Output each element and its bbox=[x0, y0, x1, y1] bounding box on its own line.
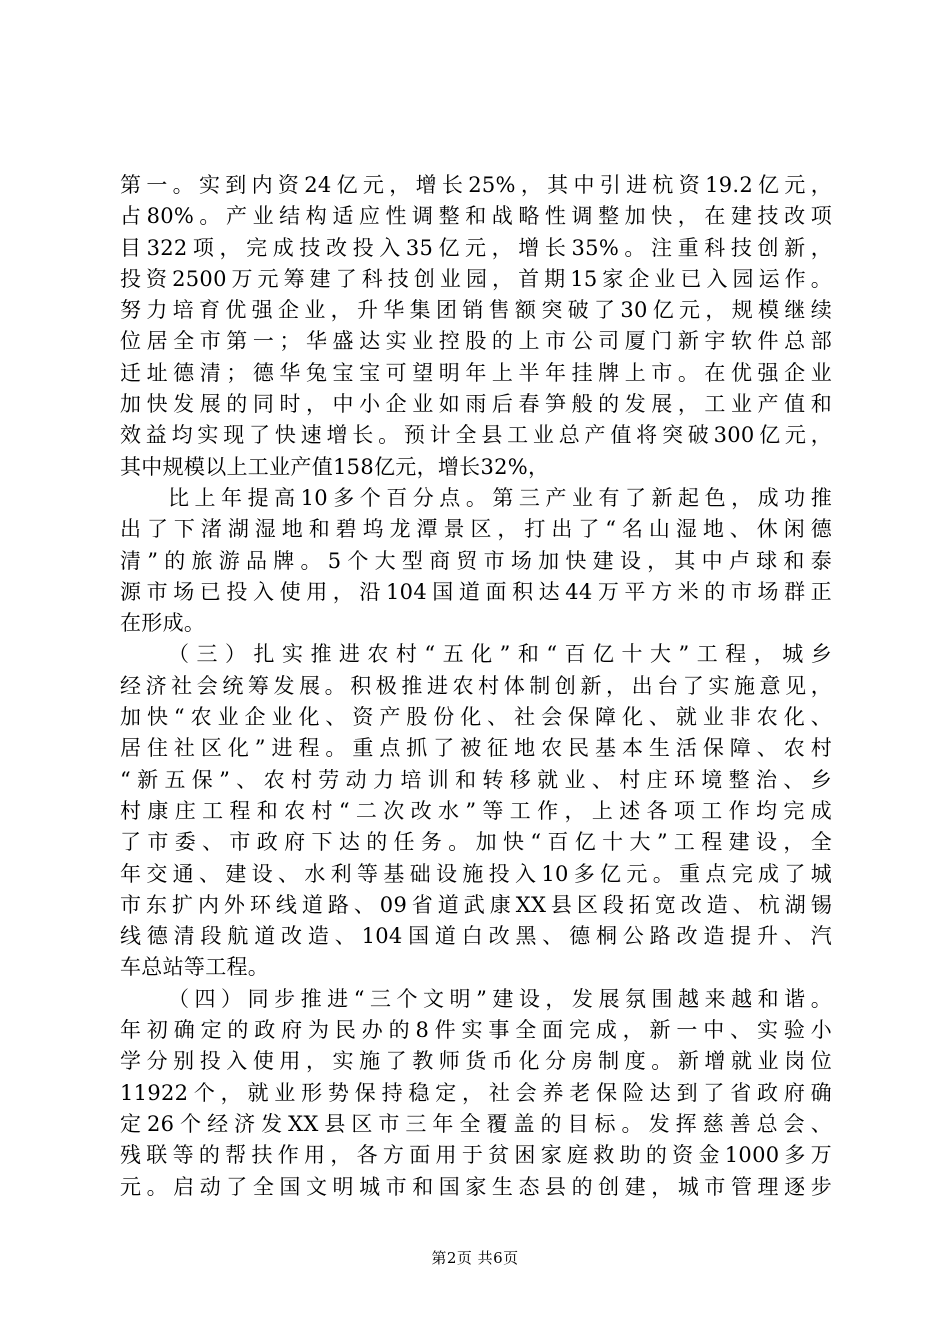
text-line: 了市委、市政府下达的任务。加快“百亿十大”工程建设，全 bbox=[120, 830, 832, 855]
text-line: 线德清段航道改造、104国道白改黑、德桐公路改造提升、汽 bbox=[120, 924, 832, 949]
text-line: 村康庄工程和农村“二次改水”等工作，上述各项工作均完成 bbox=[120, 798, 832, 823]
text-line: 市东扩内外环线道路、09省道武康XX县区段拓宽改造、杭湖锡 bbox=[120, 892, 832, 917]
text-line: 学分别投入使用，实施了教师货币化分房制度。新增就业岗位 bbox=[120, 1049, 832, 1074]
text-line: 占80%。产业结构适应性调整和战略性调整加快，在建技改项 bbox=[120, 204, 832, 229]
text-line: （四）同步推进“三个文明”建设，发展氛围越来越和谐。 bbox=[168, 986, 832, 1011]
text-line: 努力培育优强企业，升华集团销售额突破了30亿元，规模继续 bbox=[120, 298, 832, 323]
body-text bbox=[120, 170, 832, 1203]
text-line: 残联等的帮扶作用，各方面用于贫困家庭救助的资金1000多万 bbox=[120, 1143, 832, 1168]
text-line: 居住社区化”进程。重点抓了被征地农民基本生活保障、农村 bbox=[120, 736, 832, 761]
text-line: 其中规模以上工业产值158亿元，增长32%， bbox=[120, 454, 550, 479]
text-line: 位居全市第一；华盛达实业控股的上市公司厦门新宇软件总部 bbox=[120, 329, 832, 354]
text-line: 迁址德清；德华兔宝宝可望明年上半年挂牌上市。在优强企业 bbox=[120, 360, 832, 385]
text-line: 年初确定的政府为民办的8件实事全面完成，新一中、实验小 bbox=[120, 1018, 832, 1043]
text-line: 定26个经济发XX县区市三年全覆盖的目标。发挥慈善总会、 bbox=[120, 1111, 832, 1136]
text-line: 投资2500万元筹建了科技创业园，首期15家企业已入园运作。 bbox=[120, 266, 832, 291]
page-footer bbox=[0, 1248, 950, 1268]
text-line: 年交通、建设、水利等基础设施投入10多亿元。重点完成了城 bbox=[120, 861, 832, 886]
text-line: 清”的旅游品牌。5个大型商贸市场加快建设，其中卢球和泰 bbox=[120, 548, 832, 573]
text-line: 加快发展的同时，中小企业如雨后春笋般的发展，工业产值和 bbox=[120, 392, 832, 417]
text-line: 源市场已投入使用，沿104国道面积达44万平方米的市场群正 bbox=[120, 579, 832, 604]
text-line: 比上年提高10多个百分点。第三产业有了新起色，成功推 bbox=[168, 485, 832, 510]
text-line: “新五保”、农村劳动力培训和转移就业、村庄环境整治、乡 bbox=[120, 767, 832, 792]
page-number-label: 第2页 共6页 bbox=[431, 1249, 519, 1267]
text-line: 出了下渚湖湿地和碧坞龙潭景区，打出了“名山湿地、休闲德 bbox=[120, 517, 832, 542]
text-line: （三）扎实推进农村“五化”和“百亿十大”工程，城乡 bbox=[168, 642, 832, 667]
text-line: 效益均实现了快速增长。预计全县工业总产值将突破300亿元， bbox=[120, 423, 832, 448]
text-line: 元。启动了全国文明城市和国家生态县的创建，城市管理逐步 bbox=[120, 1174, 832, 1199]
text-line: 经济社会统筹发展。积极推进农村体制创新，出台了实施意见， bbox=[120, 673, 832, 698]
text-line: 第一。实到内资24亿元，增长25%，其中引进杭资19.2亿元， bbox=[120, 173, 832, 197]
text-line: 车总站等工程。 bbox=[120, 955, 270, 980]
text-line: 在形成。 bbox=[120, 611, 206, 636]
text-line: 加快“农业企业化、资产股份化、社会保障化、就业非农化、 bbox=[120, 705, 832, 730]
text-line: 11922个，就业形势保持稳定，社会养老保险达到了省政府确 bbox=[120, 1080, 832, 1105]
text-line: 目322项，完成技改投入35亿元，增长35%。注重科技创新， bbox=[120, 235, 832, 260]
